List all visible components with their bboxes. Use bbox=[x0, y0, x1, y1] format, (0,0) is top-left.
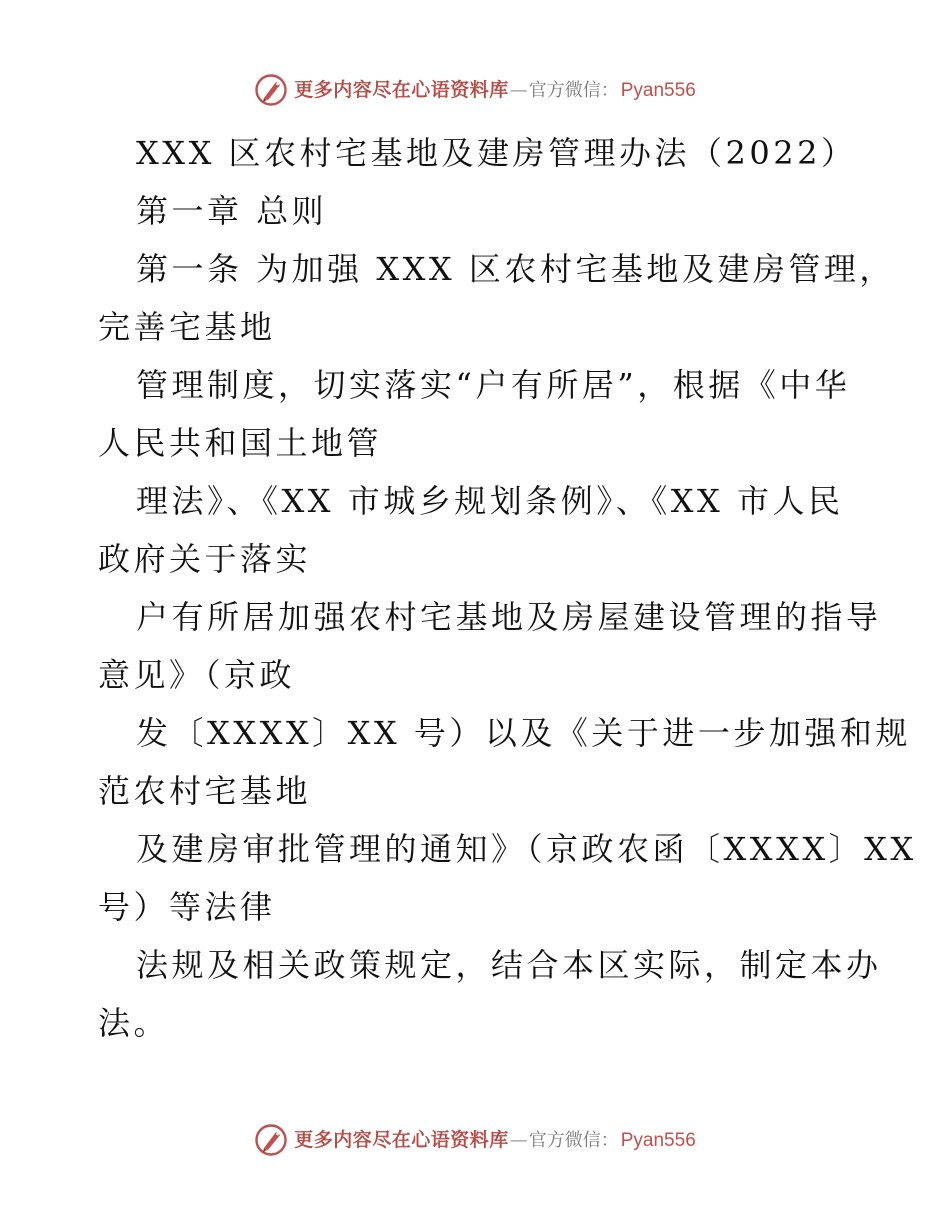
paragraph-line: 理法》、《XX 市城乡规划条例》、《XX 市人民 bbox=[136, 482, 844, 520]
paragraph-line: 及建房审批管理的通知》（京政农函〔XXXX〕XX bbox=[136, 830, 917, 868]
chapter-heading: 第一章 总则 bbox=[136, 192, 328, 230]
paragraph-line: 法规及相关政策规定，结合本区实际，制定本办 bbox=[136, 946, 882, 984]
watermark-main-text: 更多内容尽在心语资料库 bbox=[294, 78, 509, 101]
watermark-label: 官方微信： bbox=[528, 79, 619, 101]
paragraph-line: 号）等法律 bbox=[98, 888, 276, 926]
paragraph-line: 意见》（京政 bbox=[98, 656, 296, 694]
document-body bbox=[98, 124, 917, 1052]
paragraph-line: 法。 bbox=[98, 1004, 170, 1042]
paragraph-line: 政府关于落实 bbox=[98, 540, 312, 578]
document-title: XXX 区农村宅基地及建房管理办法（2022） bbox=[136, 134, 857, 172]
paragraph-line: 人民共和国土地管 bbox=[98, 424, 383, 462]
paragraph-line: 管理制度，切实落实“户有所居”，根据《中华 bbox=[136, 366, 851, 404]
paragraph-line: 范农村宅基地 bbox=[98, 772, 312, 810]
watermark-main-text: 更多内容尽在心语资料库 bbox=[294, 1128, 509, 1151]
watermark-account: Pyan556 bbox=[620, 1129, 696, 1151]
paragraph-line: 完善宅基地 bbox=[98, 308, 276, 346]
watermark-dash: — bbox=[509, 79, 528, 101]
watermark-banner-top bbox=[0, 70, 950, 110]
watermark-dash: — bbox=[509, 1129, 528, 1151]
paragraph-line: 第一条 为加强 XXX 区农村宅基地及建房管理， bbox=[136, 250, 895, 288]
paragraph-line: 户有所居加强农村宅基地及房屋建设管理的指导 bbox=[136, 598, 882, 636]
pen-logo-icon bbox=[254, 1123, 288, 1157]
watermark-banner-bottom bbox=[0, 1120, 950, 1160]
watermark-label: 官方微信： bbox=[528, 1129, 619, 1151]
paragraph-line: 发〔XXXX〕XX 号）以及《关于进一步加强和规 bbox=[136, 714, 911, 752]
watermark-account: Pyan556 bbox=[620, 79, 696, 101]
pen-logo-icon bbox=[254, 73, 288, 107]
